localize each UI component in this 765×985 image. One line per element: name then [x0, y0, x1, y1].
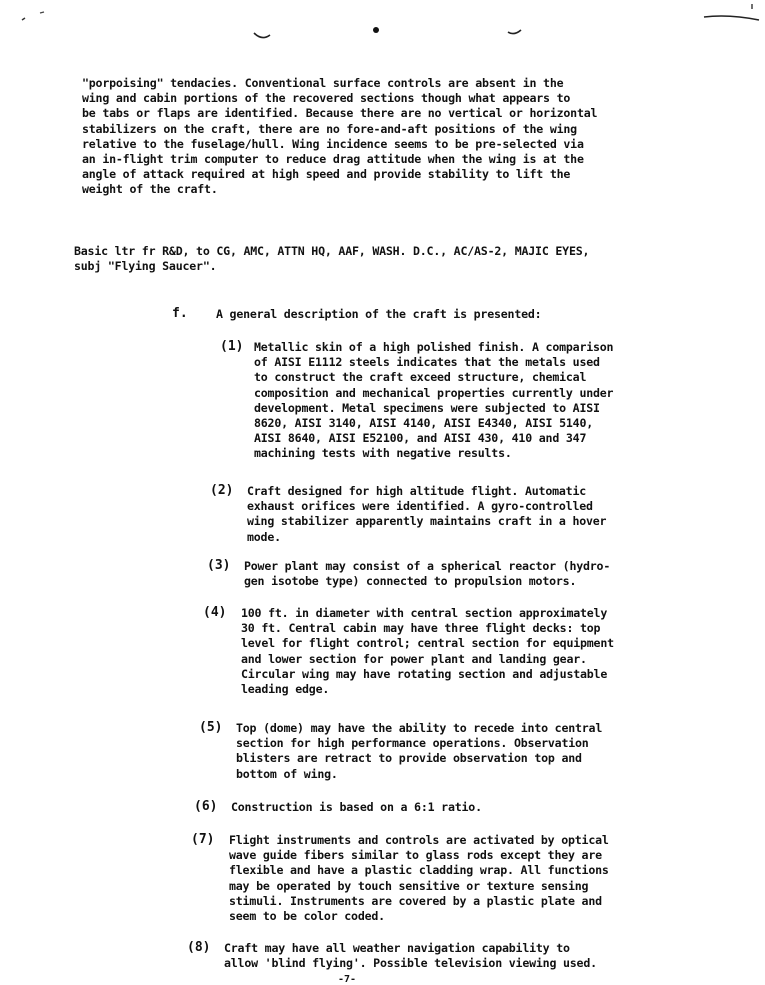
section-f-heading: A general description of the craft is presented:	[216, 307, 542, 321]
item-number: (1)	[220, 339, 244, 354]
item-number: (3)	[207, 558, 231, 573]
scan-mark-arc-right	[508, 30, 521, 34]
item-number: (8)	[187, 940, 211, 955]
scan-mark-dot	[373, 27, 379, 33]
scan-mark-left-dash	[40, 12, 44, 13]
item-number: (4)	[203, 605, 227, 620]
page-footer: -7-	[338, 974, 357, 985]
scan-mark-left-tick	[22, 18, 25, 20]
item-text: Power plant may consist of a spherical reactor (hydro- gen isotobe type) connected to propulsion motors.	[244, 559, 611, 589]
reference-line: Basic ltr fr R&D, to CG, AMC, ATTN HQ, AAF, WASH. D.C., AC/AS-2, MAJIC EYES, subj "Flying Saucer".	[74, 244, 590, 274]
section-f-label: f.	[172, 306, 188, 321]
item-number: (2)	[210, 483, 234, 498]
item-number: (6)	[194, 799, 218, 814]
scan-artifacts	[0, 0, 765, 50]
item-number: (5)	[199, 720, 223, 735]
item-text: Top (dome) may have the ability to recede into central section for high performance operations. Observation blisters are retract to provide observation top and bottom of wing.	[236, 721, 603, 781]
intro-paragraph: "porpoising" tendacies. Conventional surface controls are absent in the wing and cabin portions of the recovered sections though what appears to be tabs or flaps are identified. Because there are no vertical or horizontal stabilizers on the craft, there are no fore-and-aft positions of the wing relative to the fuselage/hull. Wing incidence seems to be pre-selected via an in-flight trim computer to reduce drag attitude when the wing is at the angle of attack required at high speed and provide stability to lift the weight of the craft.	[82, 76, 598, 197]
item-text: 100 ft. in diameter with central section approximately 30 ft. Central cabin may have three flight decks: top level for flight control; central section for equipment and lower section for power plant and landing gear. Circular wing may have rotating section and adjustable leading edge.	[241, 606, 614, 697]
item-text: Craft may have all weather navigation capability to allow 'blind flying'. Possible television viewing used.	[224, 941, 597, 971]
item-number: (7)	[191, 832, 215, 847]
item-text: Craft designed for high altitude flight. Automatic exhaust orifices were identified. A gyro-controlled wing stabilizer apparently maintains craft in a hover mode.	[247, 484, 607, 544]
scan-mark-arc-left	[254, 33, 270, 38]
item-text: Metallic skin of a high polished finish. A comparison of AISI E1112 steels indicates that the metals used to construct the craft exceed structure, chemical composition and mechanical properties currently under development. Metal specimens were subjected to AISI 8620, AISI 3140, AISI 4140, AISI E4340, AISI 5140, AISI 8640, AISI E52100, and AISI 430, 410 and 347 machining tests with negative results.	[254, 340, 614, 461]
item-text: Flight instruments and controls are activated by optical wave guide fibers similar to glass rods except they are flexible and have a plastic cladding wrap. All functions may be operated by touch sensitive or texture sensing stimuli. Instruments are covered by a plastic plate and seem to be color coded.	[229, 833, 609, 924]
item-text: Construction is based on a 6:1 ratio.	[231, 800, 482, 814]
scan-mark-right-line	[704, 16, 759, 20]
